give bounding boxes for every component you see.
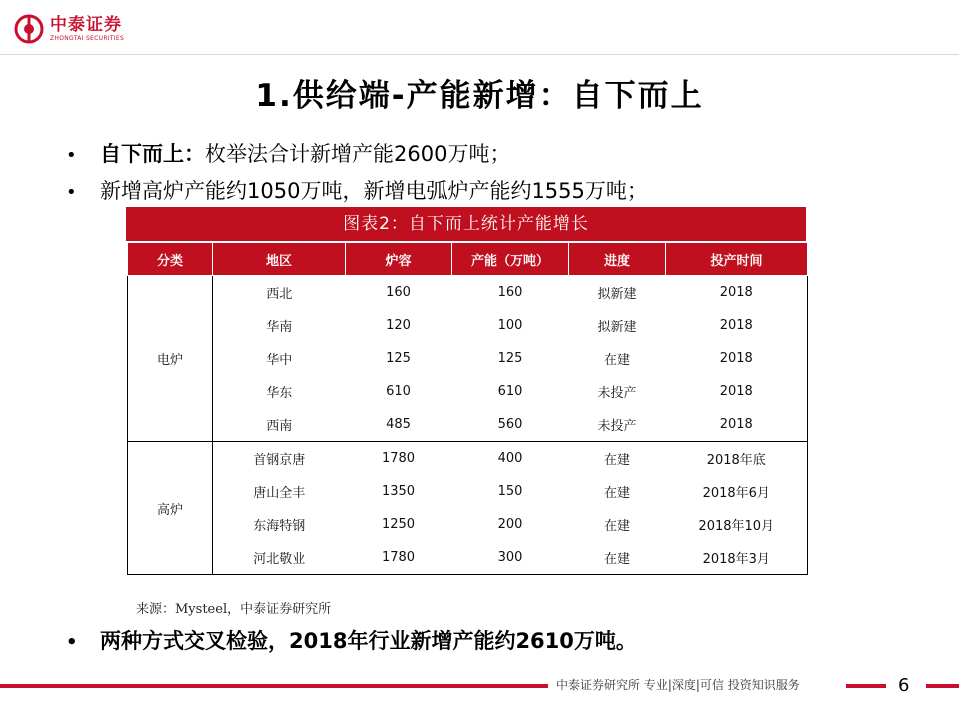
table-cell: 1780 — [381, 451, 416, 466]
table-row — [128, 276, 808, 310]
footer-tagline: 中泰证券研究所 专业|深度|可信 投资知识服务 — [556, 678, 800, 692]
category-cell: 电炉 — [128, 276, 213, 442]
logo-name-en: ZHONGTAI SECURITIES — [50, 34, 125, 42]
company-logo — [14, 14, 124, 44]
table-row — [128, 309, 808, 342]
table-cell: 125 — [497, 351, 523, 366]
table-cell: 2018 — [719, 285, 753, 300]
table-cell: 560 — [452, 408, 569, 442]
table-cell: 1350 — [381, 484, 416, 499]
bullet-dot-icon: • — [66, 145, 77, 166]
source-note: 来源：Mysteel，中泰证券研究所 — [136, 602, 332, 617]
bullet-text: 两种方式交叉检验，2018年行业新增产能约2610万吨。 — [100, 629, 637, 653]
table-row — [128, 541, 808, 575]
table-cell: 160 — [497, 285, 523, 300]
bullet-text: 枚举法合计新增产能2600万吨； — [205, 142, 511, 166]
table-cell: 西南 — [213, 408, 346, 442]
table-cell: 拟新建 — [597, 287, 637, 302]
table-cell: 100 — [497, 318, 523, 333]
table-cell: 610 — [497, 384, 523, 399]
bullet-dot-icon: • — [66, 182, 77, 203]
table-cell: 东海特钢 — [253, 519, 306, 534]
table-cell: 300 — [497, 550, 523, 565]
table-cell: 2018年6月 — [702, 486, 770, 501]
capacity-table — [127, 242, 808, 575]
table-cell: 在建 — [603, 353, 630, 368]
table-cell: 华南 — [266, 320, 293, 335]
slide-title: 1.供给端-产能新增：自下而上 — [255, 78, 704, 114]
table-cell: 2018 — [719, 351, 753, 366]
table-cell: 125 — [386, 351, 411, 366]
table-cell: 2018 — [719, 318, 753, 333]
table-cell: 在建 — [603, 552, 630, 567]
table-cell: 1250 — [381, 517, 416, 532]
table-cell: 在建 — [603, 453, 630, 468]
table-title: 图表2：自下而上统计产能增长 — [126, 207, 806, 241]
table-cell: 2018 — [666, 408, 808, 442]
bullet-item — [66, 138, 510, 168]
table-row — [128, 508, 808, 541]
header-cell: 投产时间 — [666, 243, 808, 276]
header-divider — [0, 54, 959, 55]
table-cell: 160 — [386, 285, 411, 300]
logo-name-cn: 中泰证券 — [50, 14, 122, 35]
table-cell: 400 — [497, 451, 523, 466]
table-cell: 2018年底 — [706, 453, 766, 468]
table-cell: 2018年3月 — [702, 552, 770, 567]
table-cell: 2018 — [719, 384, 753, 399]
table-row — [128, 375, 808, 408]
table-cell: 2018年10月 — [698, 519, 775, 534]
table-cell: 唐山全丰 — [253, 486, 306, 501]
header-cell: 进度 — [569, 243, 666, 276]
table-cell: 150 — [497, 484, 523, 499]
table-cell: 西北 — [266, 287, 293, 302]
logo-icon — [14, 14, 44, 44]
table-row — [128, 475, 808, 508]
page-number: 6 — [898, 675, 910, 696]
table-cell: 首钢京唐 — [253, 453, 306, 468]
category-cell: 高炉 — [128, 442, 213, 575]
bullet-text: 新增高炉产能约1050万吨，新增电弧炉产能约1555万吨； — [100, 179, 648, 203]
table-cell: 河北敬业 — [253, 552, 306, 567]
header-cell: 炉容 — [346, 243, 452, 276]
footer-divider — [926, 684, 959, 688]
table-cell: 120 — [386, 318, 411, 333]
bullet-item — [66, 625, 637, 655]
table-cell: 在建 — [603, 519, 630, 534]
table-cell: 华东 — [266, 386, 293, 401]
footer-divider — [0, 684, 548, 688]
bullet-dot-icon: • — [66, 632, 78, 653]
table-cell: 200 — [497, 517, 523, 532]
header-cell: 地区 — [213, 243, 346, 276]
bullet-bold-text: 自下而上： — [100, 142, 205, 166]
table-cell: 1780 — [381, 550, 416, 565]
table-cell: 485 — [346, 408, 452, 442]
table-row — [128, 408, 808, 442]
table-cell: 610 — [386, 384, 411, 399]
footer-divider — [846, 684, 886, 688]
table-cell: 未投产 — [597, 386, 637, 401]
table-cell: 未投产 — [569, 408, 666, 442]
bullet-item — [66, 175, 648, 205]
table-cell: 拟新建 — [597, 320, 637, 335]
table-cell: 华中 — [266, 353, 293, 368]
table-cell: 在建 — [603, 486, 630, 501]
header-cell: 分类 — [128, 243, 213, 276]
blast-furnace-group — [128, 442, 808, 575]
table-row — [128, 442, 808, 476]
table-row — [128, 342, 808, 375]
electric-furnace-group — [128, 276, 808, 442]
table-header-row — [128, 243, 808, 276]
header-cell: 产能（万吨） — [452, 243, 569, 276]
